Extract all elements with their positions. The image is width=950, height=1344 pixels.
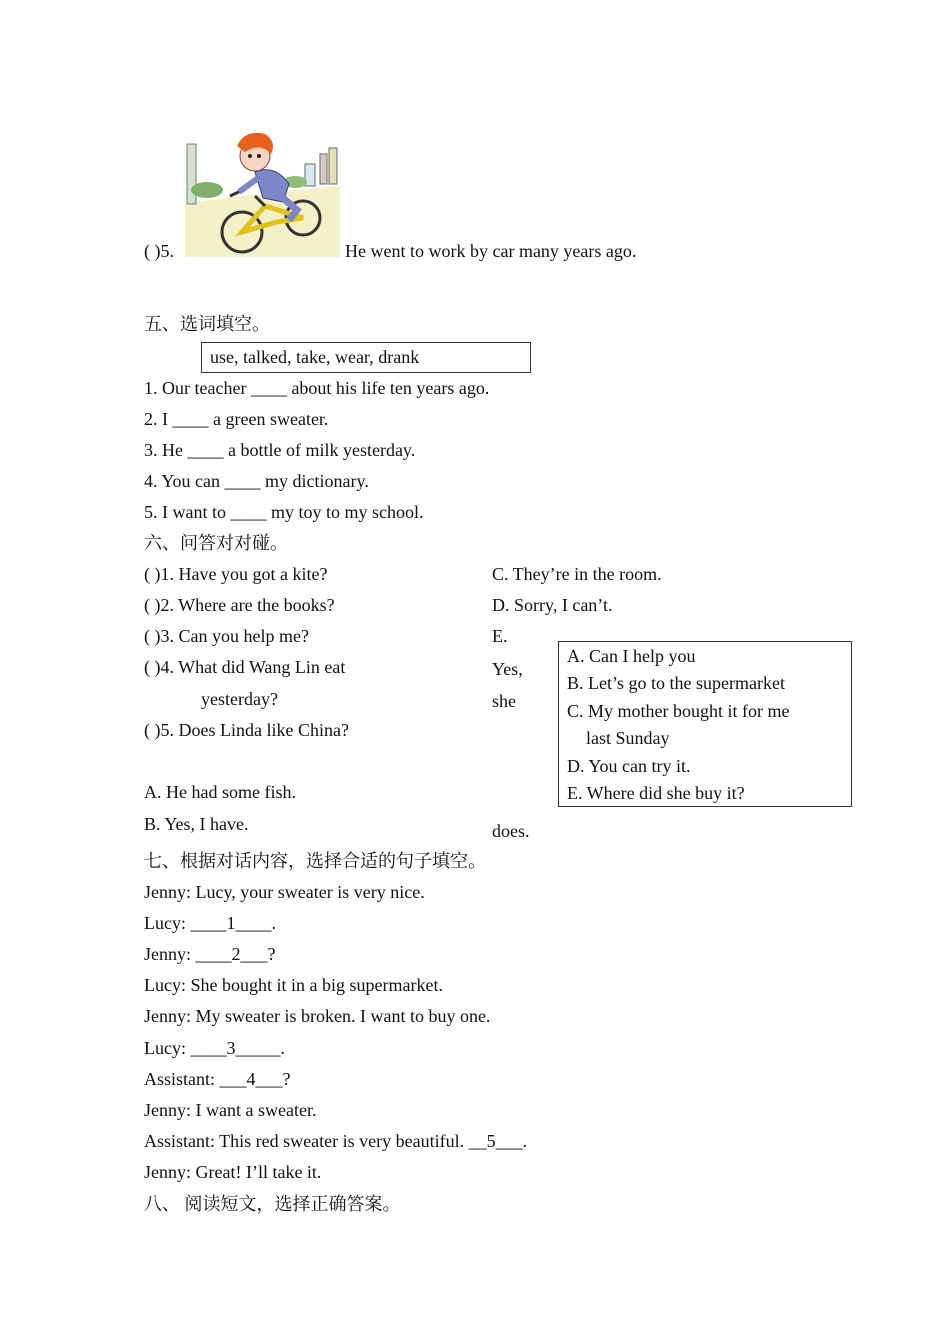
fill-blank-item-1: 1. Our teacher ____ about his life ten years ago.: [144, 378, 490, 398]
fill-blank-item-3: 3. He ____ a bottle of milk yesterday.: [144, 440, 416, 460]
question-4-5-number: ( )5.: [144, 241, 174, 261]
match-question-2: ( )2. Where are the books?: [144, 595, 335, 615]
match-answer-e-word-3: does.: [492, 821, 530, 841]
option-c: C. My mother bought it for me: [567, 700, 790, 721]
dialogue-options-box: [558, 641, 852, 807]
bicycle-illustration: [185, 124, 340, 257]
option-a: A. Can I help you: [567, 646, 696, 666]
match-question-5: ( )5. Does Linda like China?: [144, 720, 349, 740]
dialogue-line-1: Jenny: Lucy, your sweater is very nice.: [144, 882, 425, 902]
section-8-heading: 八、 阅读短文，选择正确答案。: [144, 1194, 401, 1214]
dialogue-line-10: Jenny: Great! I’ll take it.: [144, 1162, 322, 1182]
section-7-heading: 七、根据对话内容，选择合适的句子填空。: [144, 851, 486, 871]
fill-blank-item-4: 4. You can ____ my dictionary.: [144, 471, 369, 491]
question-4-5-sentence: He went to work by car many years ago.: [345, 241, 637, 261]
fill-blank-item-5: 5. I want to ____ my toy to my school.: [144, 502, 424, 522]
match-answer-d: D. Sorry, I can’t.: [492, 595, 613, 615]
dialogue-line-5: Jenny: My sweater is broken. I want to buy one.: [144, 1006, 491, 1026]
option-b: B. Let’s go to the supermarket: [567, 673, 785, 694]
word-bank-box: use, talked, take, wear, drank: [201, 342, 531, 373]
match-question-4-continued: yesterday?: [201, 689, 278, 709]
match-answer-c: C. They’re in the room.: [492, 564, 662, 584]
match-answer-e-word-1: Yes,: [492, 659, 523, 679]
dialogue-line-2: Lucy: ____1____.: [144, 913, 276, 933]
option-e: E. Where did she buy it?: [567, 783, 745, 804]
match-answer-b: B. Yes, I have.: [144, 814, 249, 834]
section-5-heading: 五、选词填空。: [144, 314, 270, 334]
match-question-1: ( )1. Have you got a kite?: [144, 564, 328, 584]
dialogue-line-3: Jenny: ____2___?: [144, 944, 276, 964]
fill-blank-item-2: 2. I ____ a green sweater.: [144, 409, 329, 429]
option-c-continued: last Sunday: [586, 728, 670, 749]
match-question-4: ( )4. What did Wang Lin eat: [144, 657, 346, 677]
match-answer-a: A. He had some fish.: [144, 782, 296, 802]
match-answer-e-label: E.: [492, 626, 508, 646]
child-on-bicycle-picture: [185, 124, 340, 257]
dialogue-line-4: Lucy: She bought it in a big supermarket.: [144, 975, 443, 995]
dialogue-line-9: Assistant: This red sweater is very beautiful. __5___.: [144, 1131, 528, 1151]
dialogue-line-6: Lucy: ____3_____.: [144, 1038, 285, 1058]
match-answer-e-word-2: she: [492, 691, 516, 711]
section-6-heading: 六、问答对对碰。: [144, 533, 288, 553]
match-question-3: ( )3. Can you help me?: [144, 626, 309, 646]
dialogue-line-8: Jenny: I want a sweater.: [144, 1100, 317, 1120]
option-d: D. You can try it.: [567, 755, 691, 776]
dialogue-line-7: Assistant: ___4___?: [144, 1069, 291, 1089]
